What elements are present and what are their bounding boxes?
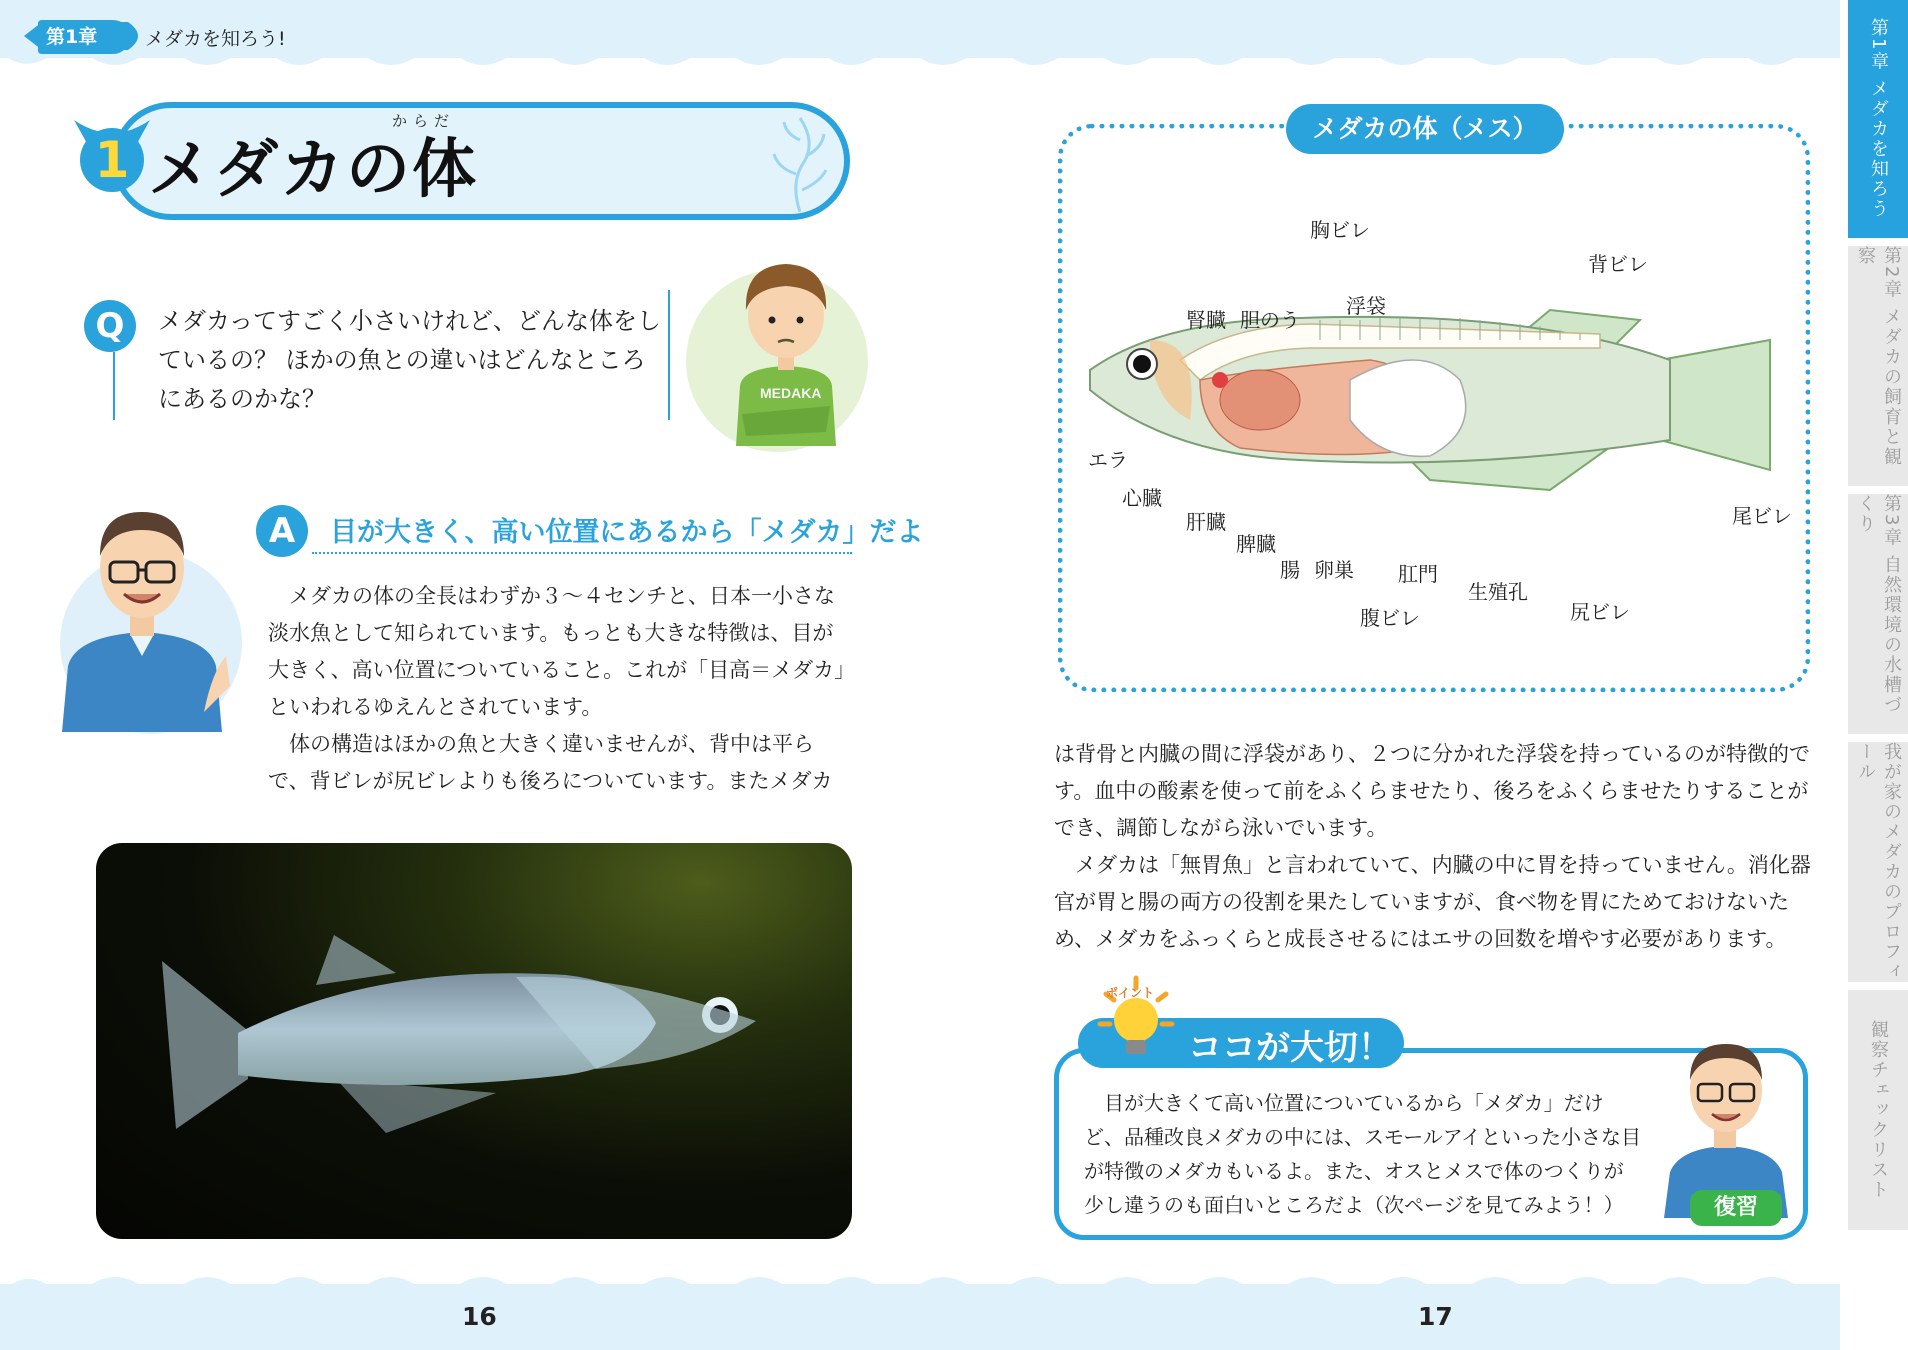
footer-wave	[0, 1270, 1840, 1294]
chapter-tag: 第1章	[38, 20, 130, 54]
label-swim-bladder: 浮袋	[1346, 294, 1386, 318]
page-number-left: 16	[462, 1302, 497, 1331]
label-gallbladder: 胆のう	[1240, 308, 1300, 332]
question-divider	[668, 290, 670, 420]
seaweed-icon	[760, 112, 840, 212]
right-paragraph-1: は背骨と内臓の間に浮袋があり、２つに分かれた浮袋を持っているのが特徴的です。血中の酸素を使って前をふくらませたり、後ろをふくらませたりすることができ、調節しながら泳いでいます。	[1054, 742, 1810, 840]
chapter-title: メダカを知ろう!	[145, 28, 286, 50]
tab-checklist[interactable]: 観察チェックリスト	[1848, 990, 1908, 1230]
medaka-photo	[96, 843, 852, 1239]
label-intestine: 腸	[1280, 558, 1300, 582]
boy-illustration	[726, 236, 846, 446]
label-heart: 心臓	[1122, 486, 1162, 510]
answer-underline	[312, 552, 852, 554]
header-wave	[0, 52, 1840, 72]
label-caudal-fin: 尾ビレ	[1732, 504, 1792, 528]
tab-chapter-1[interactable]: 第1章 メダカを知ろう	[1848, 0, 1908, 238]
boy-shirt-text: MEDAKA	[760, 385, 822, 401]
title-ruby: からだ	[392, 112, 456, 130]
answer-paragraph-2: 体の構造はほかの魚と大きく違いませんが、背中は平らで、背ビレが尻ビレよりも後ろについています。またメダカ	[268, 732, 833, 793]
point-text: 目が大きくて高い位置についているから「メダカ」だけど、品種改良メダカの中には、スモールアイといった小さな目が特徴のメダカもいるよ。また、オスとメスで体のつくりが少し違うのも面白いところだよ（次ページを見てみよう！）	[1084, 1091, 1641, 1217]
label-gill: エラ	[1088, 448, 1128, 472]
right-body	[1054, 736, 1812, 958]
question-text: メダカってすごく小さいけれど、どんな体をしているの？ ほかの魚との違いはどんなところにあるのかな？	[158, 307, 662, 413]
label-ovary: 卵巣	[1314, 558, 1354, 582]
section-title: メダカの体	[148, 133, 478, 207]
question-badge: Q	[84, 300, 136, 352]
medaka-anatomy-figure	[1080, 270, 1780, 550]
medaka-photo-fish	[96, 843, 852, 1239]
tab-chapter-3[interactable]: 第3章 自然環境の水槽づくり	[1848, 494, 1908, 734]
point-label: ココが大切！	[1188, 1028, 1392, 1068]
page-number-right: 17	[1418, 1302, 1453, 1331]
teacher-small-illustration	[1654, 1022, 1794, 1218]
teacher-illustration	[54, 486, 230, 732]
question-bar	[113, 352, 115, 420]
label-dorsal-fin: 背ビレ	[1588, 252, 1648, 276]
review-badge[interactable]: 復習	[1690, 1190, 1782, 1226]
label-spleen: 脾臓	[1236, 532, 1276, 556]
answer-heading: 目が大きく、高い位置にあるから「メダカ」だよ	[330, 517, 924, 548]
label-ventral-fin: 腹ビレ	[1360, 606, 1420, 630]
point-small-label: ポイント	[1106, 986, 1155, 1000]
label-liver: 肝臓	[1186, 510, 1226, 534]
label-anus: 肛門	[1398, 562, 1438, 586]
answer-paragraph-1: メダカの体の全長はわずか３～４センチと、日本一小さな淡水魚として知られています。もっとも大きな特徴は、目が大きく、高い位置についていること。これが「目高＝メダカ」といわれるゆえんとされています。	[268, 584, 845, 719]
diagram-title: メダカの体（メス）	[1286, 104, 1564, 154]
answer-badge: A	[256, 505, 308, 557]
label-anal-fin: 尻ビレ	[1570, 600, 1630, 624]
tab-profile[interactable]: 我が家のメダカのプロフィール	[1848, 742, 1908, 982]
label-genital-pore: 生殖孔	[1468, 580, 1528, 604]
section-number: 1	[80, 128, 144, 192]
answer-body	[268, 578, 854, 800]
label-pectoral-fin: 胸ビレ	[1310, 218, 1370, 242]
right-paragraph-2: メダカは「無胃魚」と言われていて、内臓の中に胃を持っていません。消化器官が胃と腸の両方の役割を果たしていますが、食べ物を胃にためておけないため、メダカをふっくらと成長させるにはエサの回数を増やす必要があります。	[1054, 853, 1811, 951]
tab-chapter-2[interactable]: 第2章 メダカの飼育と観察	[1848, 246, 1908, 486]
label-kidney: 腎臓	[1186, 308, 1226, 332]
